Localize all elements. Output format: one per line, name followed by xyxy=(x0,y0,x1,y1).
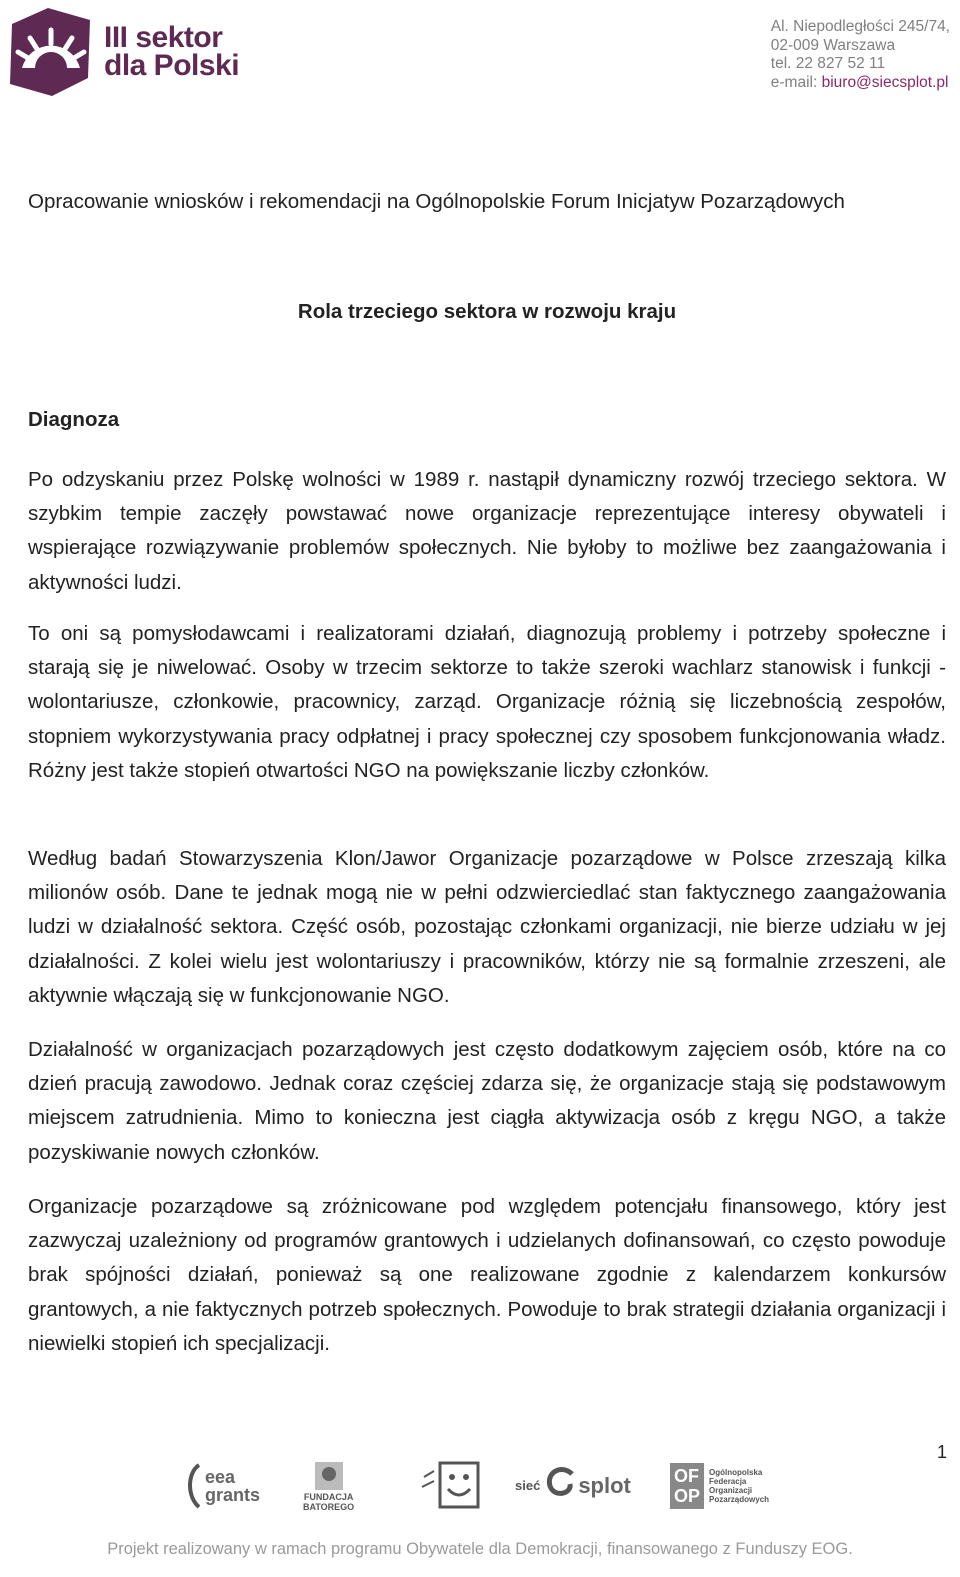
paragraph-4: Działalność w organizacjach pozarządowych jest często dodatkowym zajęciem osób, które na co dzień pracują zawodowo. Jednak coraz częściej zdarza się, że organizacje stają się podstawowym miejscem zatrudnienia. Mimo to konieczna jest ciągła aktywizacja osób z kręgu NGO, a także pozyskiwanie nowych członków. xyxy=(28,1038,946,1164)
paragraph-1: Po odzyskaniu przez Polskę wolności w 1989 r. nastąpił dynamiczny rozwój trzeciego sektora. W szybkim tempie zaczęły powstawać nowe organizacje reprezentujące interesy obywateli i wspierające rozwiązywanie problemów społecznych. Nie byłoby to możliwe bez zaangażowania i aktywności ludzi. xyxy=(28,468,946,594)
eea-grants-text: eea grants xyxy=(205,1467,261,1505)
logo-wordmark xyxy=(104,21,240,82)
document-subtitle: Opracowanie wniosków i rekomendacji na Ogólnopolskie Forum Inicjatyw Pozarządowych xyxy=(28,190,845,213)
splot-text: splot xyxy=(578,1473,631,1498)
sunrise-logo-icon xyxy=(8,6,94,98)
document-title: Rola trzeciego sektora w rozwoju kraju xyxy=(297,300,677,323)
logo-line-2: dla Polski xyxy=(104,49,240,82)
splot-spiral-icon xyxy=(542,1464,578,1508)
paragraph-5: Organizacje pozarządowe są zróżnicowane pod względem potencjału finansowego, który jest zazwyczaj uzależniony od programów grantowych i udzielanych dofinansowań, co często powoduje brak spójności działań, ponieważ są one realizowane zgodnie z kalendarzem konkursów grantowych, a nie faktycznych potrzeb społecznych. Powoduje to brak strategii działania organizacji i niewielki stopień ich specjalizacji. xyxy=(28,1195,946,1355)
ofop-letters: OF OP xyxy=(670,1463,704,1509)
letterhead xyxy=(0,0,960,110)
ofop-logo xyxy=(670,1455,769,1517)
eea-grants-logo xyxy=(185,1455,260,1517)
ofop-name: Ogólnopolska Federacja Organizacji Pozarządowych xyxy=(709,1468,770,1504)
eea-swirl-icon xyxy=(185,1461,205,1511)
project-footer: Projekt realizowany w ramach programu Obywatele dla Demokracji, finansowanego z Funduszy EOG. xyxy=(107,1540,853,1558)
smiley-face-icon xyxy=(420,1457,484,1515)
sponsor-logos xyxy=(185,1455,785,1517)
batory-mark-icon xyxy=(313,1460,345,1492)
contact-block xyxy=(771,18,950,92)
email-label: e-mail: xyxy=(770,73,822,91)
siec-splot-logo xyxy=(515,1455,631,1517)
page-number: 1 xyxy=(936,1442,947,1462)
batory-logo xyxy=(303,1455,354,1517)
logo-iii-sektor[interactable] xyxy=(8,6,239,98)
paragraph-2: To oni są pomysłodawcami i realizatorami działań, diagnozują problemy i potrzeby społeczne i starają się je niwelować. Osoby w trzecim sektorze to także szeroki wachlarz stanowisk i funkcji - wolontariusze, członkowie, pracownicy, zarząd. Organizacje różnią się liczebnością zespołów, stopniem wykorzystywania pracy odpłatnej i pracy społecznej czy sposobem funkcjonowania władz. Różny jest także stopień otwartości NGO na powiększanie liczby członków. xyxy=(28,622,946,782)
section-heading: Diagnoza xyxy=(28,408,120,431)
paragraph-3: Według badań Stowarzyszenia Klon/Jawor Organizacje pozarządowe w Polsce zrzeszają kilka milionów osób. Dane te jednak mogą nie w pełni odzwierciedlać stan faktycznego zaangażowania ludzi w działalność sektora. Część osób, pozostając członkami organizacji, nie bierze udziału w jej działalności. Z kolei wielu jest wolontariuszy i pracowników, którzy nie są formalnie zrzeszeni, ale aktywnie włączają się w funkcjonowanie NGO. xyxy=(28,847,946,1007)
email-link[interactable]: biuro@siecsplot.pl xyxy=(821,73,949,91)
smiley-logo xyxy=(420,1455,484,1517)
address-line-1: Al. Niepodległości 245/74, xyxy=(770,18,950,35)
email-line xyxy=(771,74,950,93)
address-line-2: 02-009 Warszawa xyxy=(770,36,896,54)
logo-line-1: III sektor xyxy=(104,21,223,54)
batory-text: FUNDACJA BATOREGO xyxy=(303,1492,355,1512)
siec-prefix: sieć xyxy=(515,1478,541,1493)
phone-number: tel. 22 827 52 11 xyxy=(770,55,886,72)
